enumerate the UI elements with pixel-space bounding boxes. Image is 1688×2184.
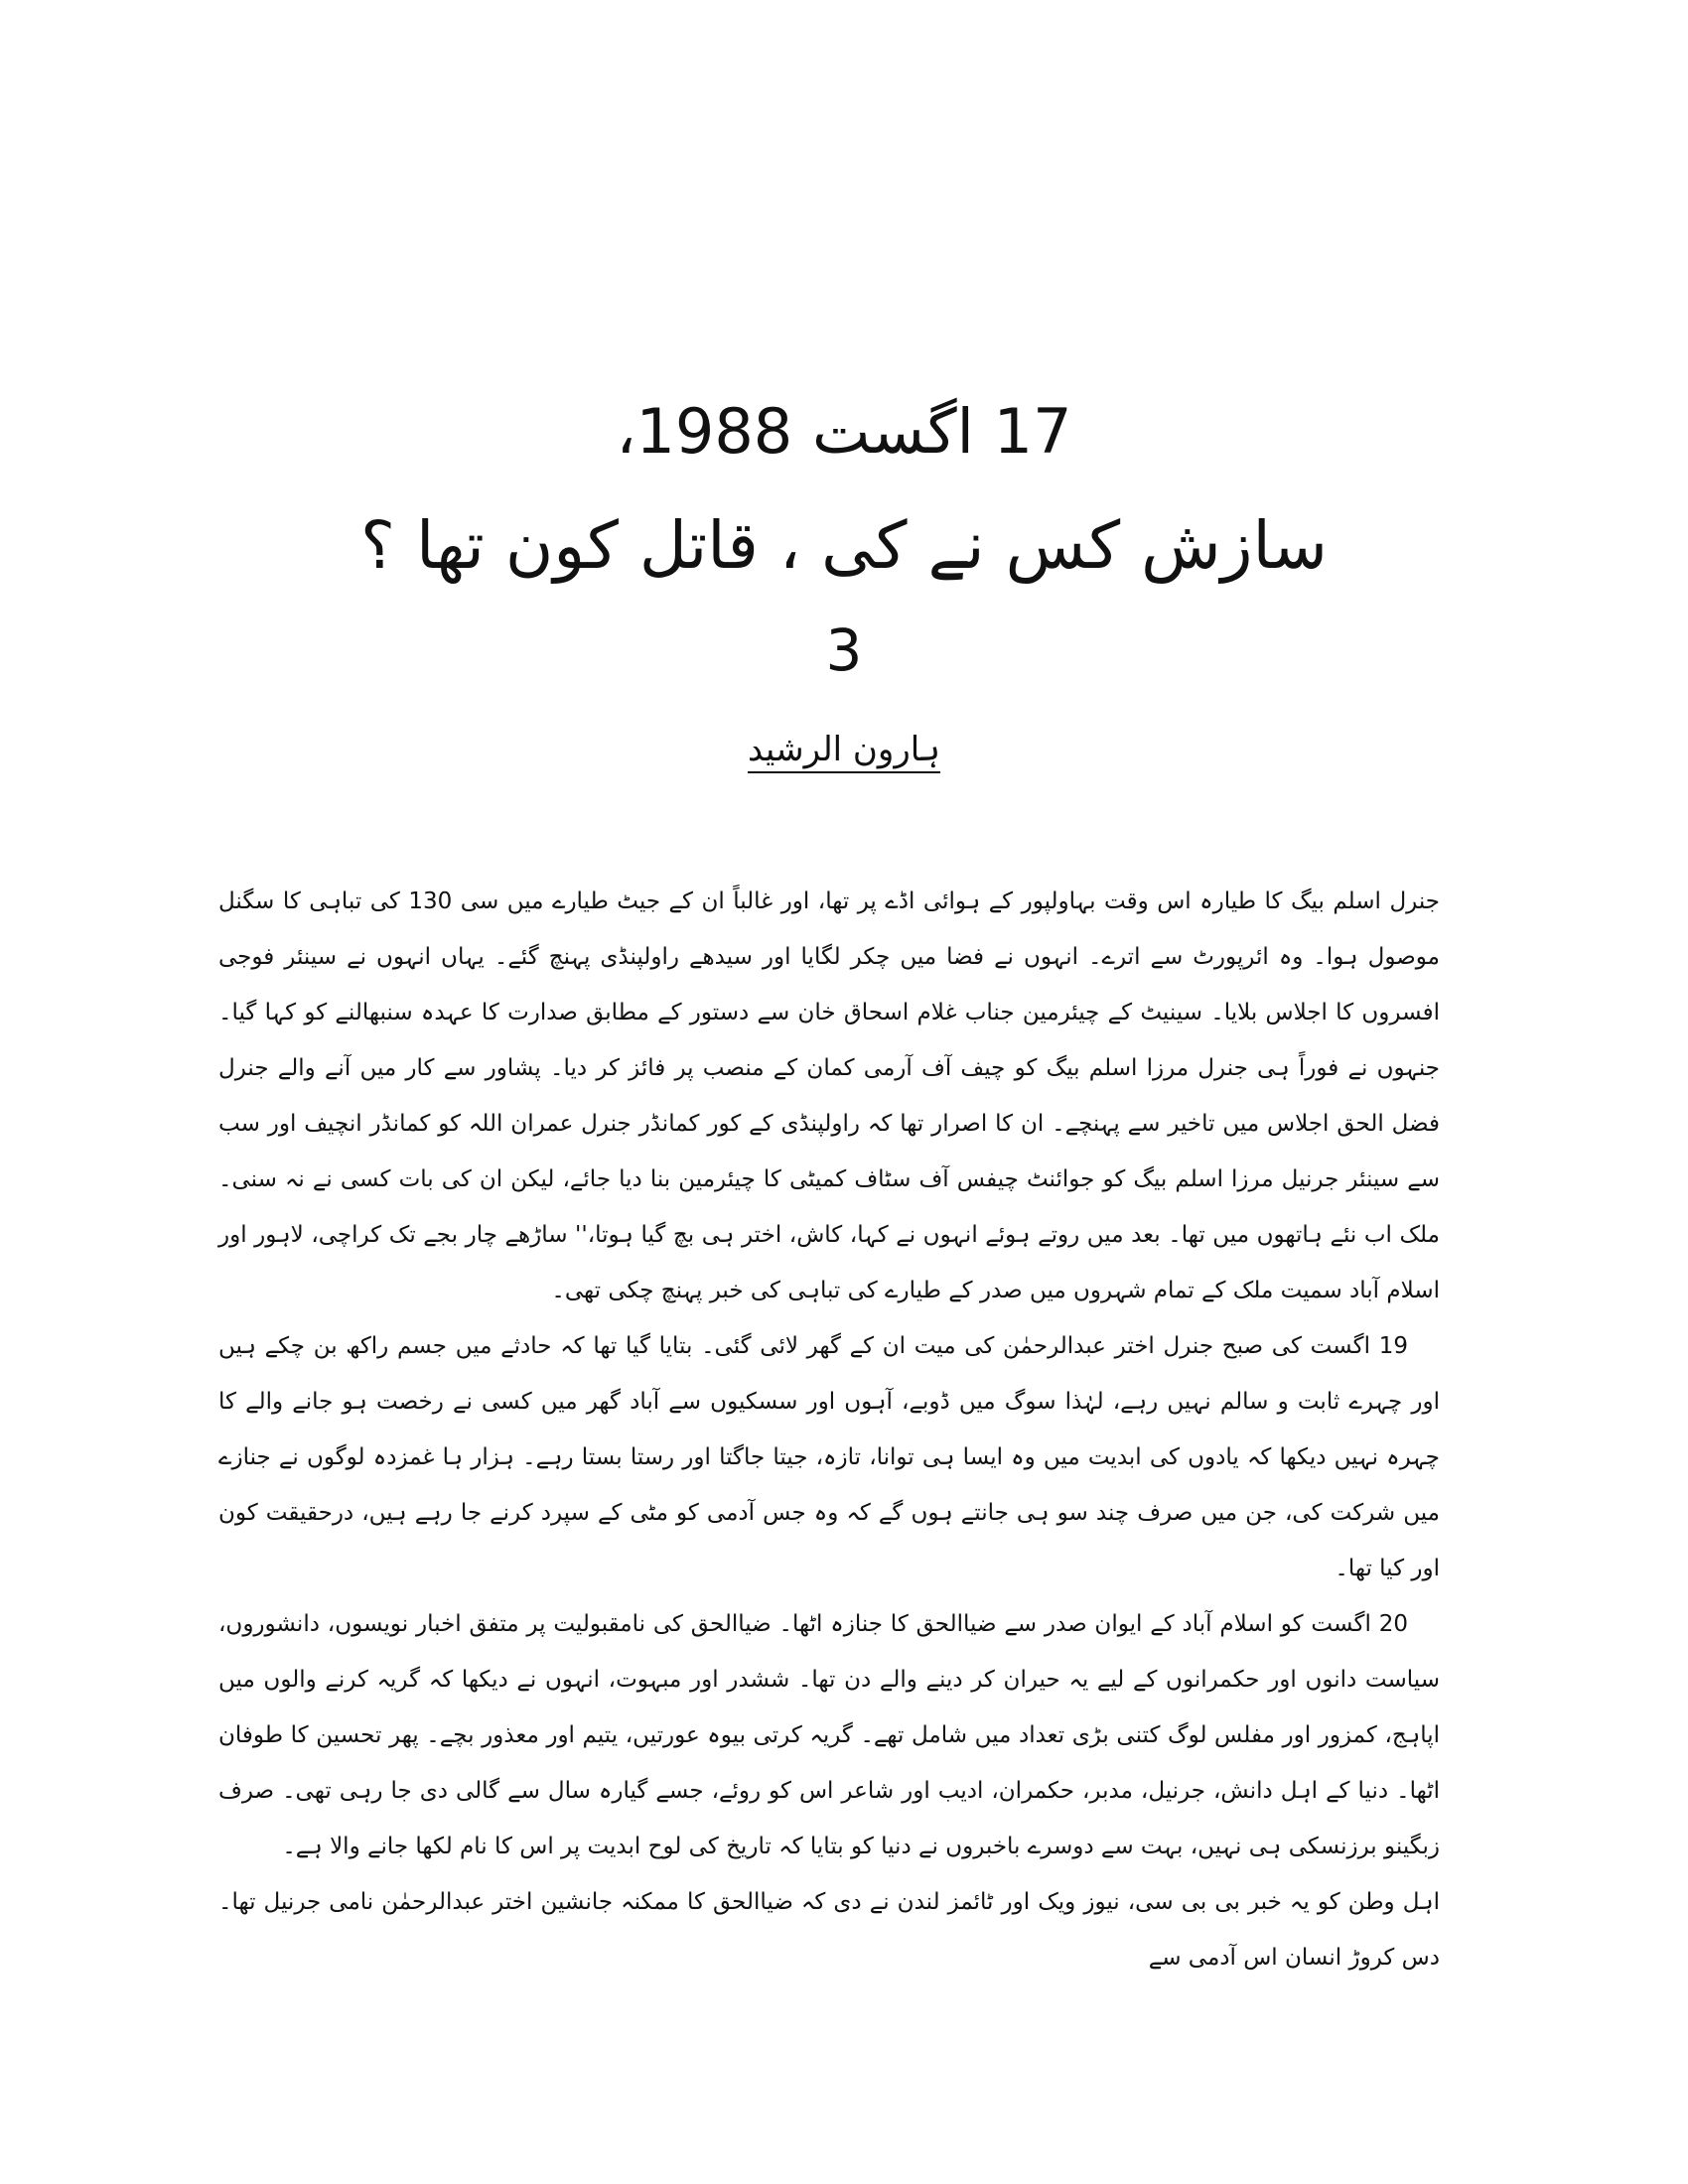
part-number: 3 (825, 616, 863, 684)
article-body (218, 874, 1440, 1985)
paragraph-2: 19 اگست کی صبح جنرل اختر عبدالرحمٰن کی میت ان کے گھر لائی گئی۔ بتایا گیا تھا کہ حادثے میں جسم راکھ بن چکے ہیں اور چہرے ثابت و سالم نہیں رہے، لہٰذا سوگ میں ڈوبے، آہوں اور سسکیوں سے آباد گھر میں کسی نے رخصت ہو جانے والے کا چہرہ نہیں دیکھا کہ یادوں کی ابدیت میں وہ ایسا ہی توانا، تازہ، جیتا جاگتا اور رستا بستا رہے۔ ہزار ہا غمزدہ لوگوں نے جنازے میں شرکت کی، جن میں صرف چند سو ہی جانتے ہوں گے کہ وہ جس آدمی کو مٹی کے سپرد کرنے جا رہے ہیں، درحقیقت کون اور کیا تھا۔ (218, 1333, 1440, 1581)
paragraph-1: جنرل اسلم بیگ کا طیارہ اس وقت بہاولپور کے ہوائی اڈے پر تھا، اور غالباً ان کے جیٹ طیارے میں سی 130 کی تباہی کا سگنل موصول ہوا۔ وہ ائرپورٹ سے اترے۔ انہوں نے فضا میں چکر لگایا اور سیدھے راولپنڈی پہنچ گئے۔ یہاں انہوں نے سینئر فوجی افسروں کا اجلاس بلایا۔ سینیٹ کے چیئرمین جناب غلام اسحاق خان سے دستور کے مطابق صدارت کا عہدہ سنبھالنے کو کہا گیا۔ جنہوں نے فوراً ہی جنرل مرزا اسلم بیگ کو چیف آف آرمی کمان کے منصب پر فائز کر دیا۔ پشاور سے کار میں آنے والے جنرل فضل الحق اجلاس میں تاخیر سے پہنچے۔ ان کا اصرار تھا کہ راولپنڈی کے کور کمانڈر جنرل عمران اللہ کو کمانڈر انچیف اور سب سے سینئر جرنیل مرزا اسلم بیگ کو جوائنٹ چیفس آف سٹاف کمیٹی کا چیئرمین بنا دیا جائے، لیکن ان کی بات کسی نے نہ سنی۔ ملک اب نئے ہاتھوں میں تھا۔ بعد میں روتے ہوئے انہوں نے کہا، کاش، اختر ہی بچ گیا ہوتا،'' ساڑھے چار بجے تک کراچی، لاہور اور اسلام آباد سمیت ملک کے تمام شہروں میں صدر کے طیارے کی تباہی کی خبر پہنچ چکی تھی۔ (218, 888, 1441, 1303)
author-byline (0, 725, 1688, 774)
author-name: ہارون الرشید (748, 730, 940, 773)
paragraph-4: اہل وطن کو یہ خبر بی بی سی، نیوز ویک اور ٹائمز لندن نے دی کہ ضیاالحق کا ممکنہ جانشین اختر عبدالرحمٰن نامی جرنیل تھا۔ دس کروڑ انسان اس آدمی سے (218, 1889, 1440, 1971)
title-question-line: سازش کس نے کی ، قاتل کون تھا ؟ (360, 507, 1328, 584)
title-date-line: 17 اگست 1988، (616, 395, 1072, 468)
paragraph-3: 20 اگست کو اسلام آباد کے ایوان صدر سے ضیاالحق کا جنازہ اٹھا۔ ضیاالحق کی نامقبولیت پر متفق اخبار نویسوں، دانشوروں، سیاست دانوں اور حکمرانوں کے لیے یہ حیران کر دینے والے دن تھا۔ ششدر اور مبہوت، انہوں نے دیکھا کہ گریہ کرنے والوں میں اپاہج، کمزور اور مفلس لوگ کتنی بڑی تعداد میں شامل تھے۔ گریہ کرتی بیوہ عورتیں، یتیم اور معذور بچے۔ پھر تحسین کا طوفان اٹھا۔ دنیا کے اہل دانش، جرنیل، مدبر، حکمران، ادیب اور شاعر اس کو روئے، جسے گیارہ سال سے گالی دی جا رہی تھی۔ صرف زبگینو برزنسکی ہی نہیں، بہت سے دوسرے باخبروں نے دنیا کو بتایا کہ تاریخ کی لوح ابدیت پر اس کا نام لکھا جانے والا ہے۔ (218, 1611, 1440, 1859)
